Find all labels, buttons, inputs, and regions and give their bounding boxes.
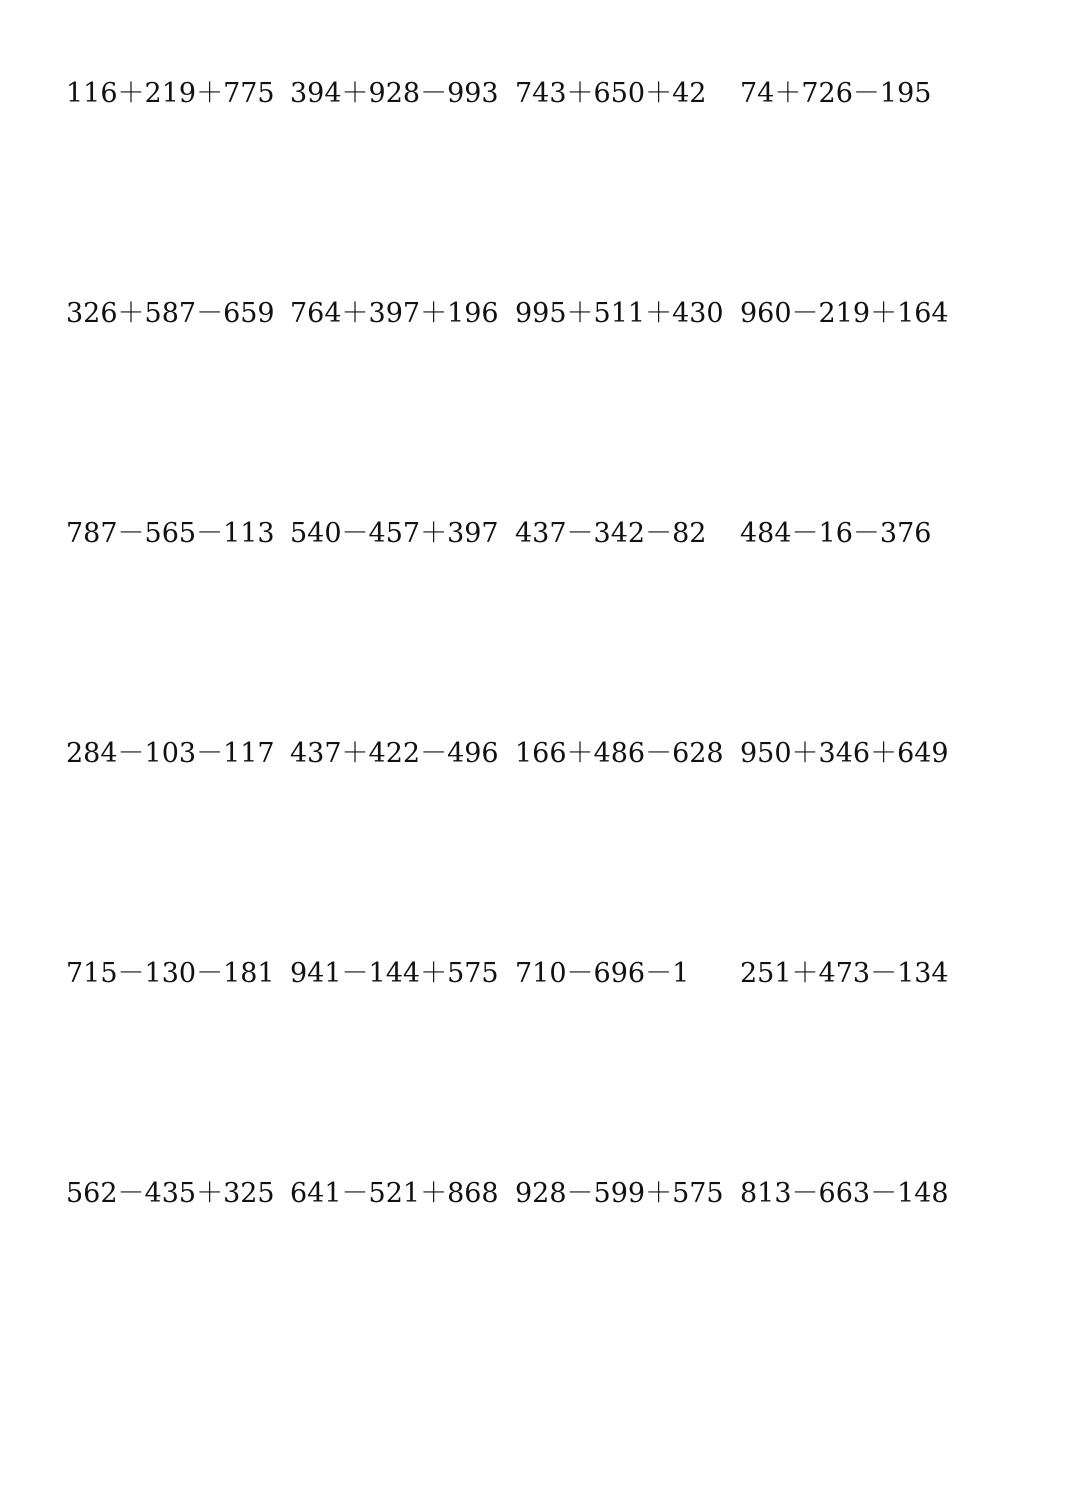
arithmetic-problem: 715－130－181 (66, 958, 275, 989)
arithmetic-problem: 116＋219＋775 (66, 78, 275, 109)
problem-row (66, 734, 1046, 774)
arithmetic-problem: 326＋587－659 (66, 298, 275, 329)
arithmetic-problem: 484－16－376 (740, 518, 932, 549)
problem-row (66, 514, 1046, 554)
arithmetic-problem: 166＋486－628 (515, 738, 724, 769)
arithmetic-problem: 394＋928－993 (290, 78, 499, 109)
arithmetic-problem: 813－663－148 (740, 1178, 949, 1209)
problem-row (66, 294, 1046, 334)
arithmetic-problem: 995＋511＋430 (515, 298, 724, 329)
arithmetic-problem: 950＋346＋649 (740, 738, 949, 769)
arithmetic-problem: 74＋726－195 (740, 78, 932, 109)
problem-row (66, 1174, 1046, 1214)
problem-row (66, 74, 1046, 114)
arithmetic-problem: 437－342－82 (515, 518, 707, 549)
arithmetic-problem: 764＋397＋196 (290, 298, 499, 329)
problem-row (66, 954, 1046, 994)
arithmetic-problem: 641－521＋868 (290, 1178, 499, 1209)
arithmetic-problem: 941－144＋575 (290, 958, 499, 989)
arithmetic-problem: 743＋650＋42 (515, 78, 707, 109)
arithmetic-problem: 251＋473－134 (740, 958, 949, 989)
arithmetic-problem: 437＋422－496 (290, 738, 499, 769)
arithmetic-problem: 562－435＋325 (66, 1178, 275, 1209)
arithmetic-problem: 787－565－113 (66, 518, 275, 549)
arithmetic-problem: 284－103－117 (66, 738, 275, 769)
arithmetic-problem: 960－219＋164 (740, 298, 949, 329)
arithmetic-problem: 710－696－1 (515, 958, 690, 989)
arithmetic-problem: 540－457＋397 (290, 518, 499, 549)
arithmetic-problem: 928－599＋575 (515, 1178, 724, 1209)
